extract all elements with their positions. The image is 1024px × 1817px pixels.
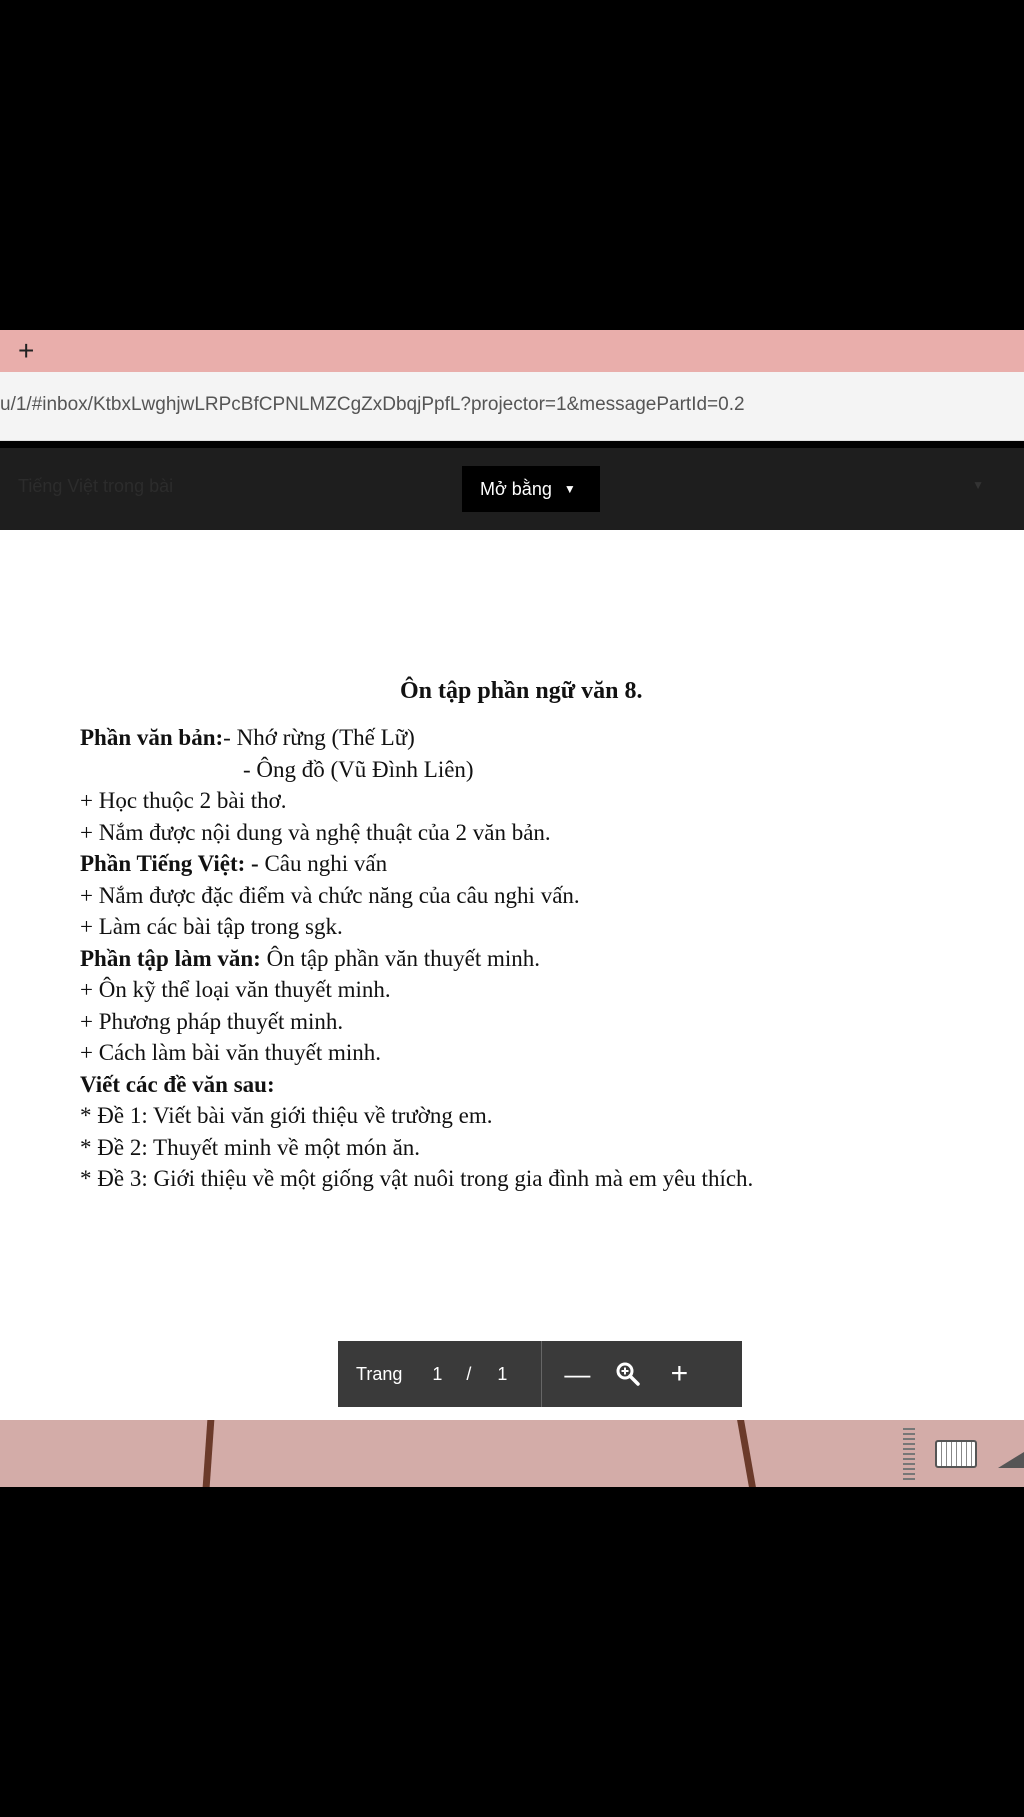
document-line-text: + Nắm được đặc điểm và chức năng của câu nghi vấn. bbox=[80, 882, 580, 908]
document-title: Ôn tập phần ngữ văn 8. bbox=[400, 678, 643, 704]
keyboard-icon[interactable] bbox=[935, 1440, 977, 1468]
open-with-button[interactable] bbox=[462, 466, 600, 512]
document-line-text: Câu nghi vấn bbox=[258, 851, 388, 876]
divider bbox=[541, 1341, 542, 1407]
document-line bbox=[80, 880, 753, 912]
taskbar-grip-icon bbox=[903, 1428, 915, 1480]
document-line bbox=[80, 722, 753, 754]
zoom-icon[interactable] bbox=[610, 1361, 646, 1387]
document-line bbox=[80, 1132, 753, 1164]
document-line-text: + Cách làm bài văn thuyết minh. bbox=[80, 1040, 382, 1065]
document-line bbox=[80, 1069, 753, 1101]
page-controls bbox=[338, 1341, 742, 1407]
current-page[interactable]: 1 bbox=[432, 1363, 443, 1384]
open-with-label: Mở bằng bbox=[480, 478, 552, 499]
document-page bbox=[0, 530, 1024, 1420]
viewer-toolbar bbox=[0, 448, 1024, 530]
document-line-text: - Ông đồ (Vũ Đình Liên) bbox=[243, 756, 474, 782]
document-line-text: + Ôn kỹ thể loại văn thuyết minh. bbox=[80, 977, 391, 1002]
document-line-text: - Nhớ rừng (Thế Lữ) bbox=[223, 725, 415, 750]
document-line bbox=[80, 943, 753, 975]
address-bar[interactable] bbox=[0, 372, 1024, 441]
more-chevron-down-icon[interactable]: ▼ bbox=[972, 478, 984, 492]
zoom-in-button[interactable]: + bbox=[670, 1357, 689, 1390]
document-line-text: * Đề 1: Viết bài văn giới thiệu về trường em. bbox=[80, 1103, 493, 1128]
document-line-text: + Học thuộc 2 bài thơ. bbox=[80, 788, 287, 813]
document-line-text: * Đề 2: Thuyết minh về một món ăn. bbox=[80, 1134, 421, 1160]
file-name: Tiếng Việt trong bài bbox=[18, 476, 174, 496]
document-line-text: + Phương pháp thuyết minh. bbox=[80, 1008, 344, 1034]
document-line-text: Ôn tập phần văn thuyết minh. bbox=[260, 945, 540, 971]
document-line-heading: Phần tập làm văn: bbox=[80, 945, 261, 971]
document-line-text: + Nắm được nội dung và nghệ thuật của 2 văn bản. bbox=[80, 819, 551, 845]
wallpaper-pole bbox=[203, 1420, 215, 1487]
document-line bbox=[80, 1100, 753, 1132]
document-line-heading: Phần văn bản: bbox=[80, 725, 224, 750]
document-line bbox=[80, 785, 753, 817]
wallpaper-pole bbox=[737, 1420, 756, 1487]
chevron-down-icon: ▼ bbox=[563, 482, 576, 496]
document-line bbox=[80, 1037, 753, 1069]
document-line bbox=[80, 754, 753, 786]
page-separator: / bbox=[466, 1363, 472, 1384]
document-line-heading: Phần Tiếng Việt: - bbox=[80, 851, 259, 876]
page-label: Trang bbox=[356, 1363, 403, 1384]
document-line bbox=[80, 1163, 753, 1195]
total-pages: 1 bbox=[497, 1363, 508, 1384]
document-line-heading: Viết các đề văn sau: bbox=[80, 1071, 275, 1097]
signal-icon bbox=[998, 1452, 1024, 1468]
browser-tab-bar bbox=[0, 330, 1024, 372]
document-lines bbox=[80, 722, 753, 1195]
document-line-text: + Làm các bài tập trong sgk. bbox=[80, 914, 343, 939]
new-tab-button[interactable]: + bbox=[18, 335, 35, 366]
zoom-out-button[interactable]: — bbox=[564, 1358, 591, 1389]
url-text[interactable]: u/1/#inbox/KtbxLwghjwLRPcBfCPNLMZCgZxDbqjPpfL?projector=1&messagePartId=0.2 bbox=[0, 394, 745, 415]
document-line bbox=[80, 848, 753, 880]
document-line bbox=[80, 911, 753, 943]
screen bbox=[0, 330, 1024, 1487]
document-line-text: * Đề 3: Giới thiệu về một giống vật nuôi trong gia đình mà em yêu thích. bbox=[80, 1166, 754, 1191]
document-line bbox=[80, 817, 753, 849]
taskbar bbox=[0, 1420, 1024, 1487]
document-line bbox=[80, 1006, 753, 1038]
document-line bbox=[80, 974, 753, 1006]
